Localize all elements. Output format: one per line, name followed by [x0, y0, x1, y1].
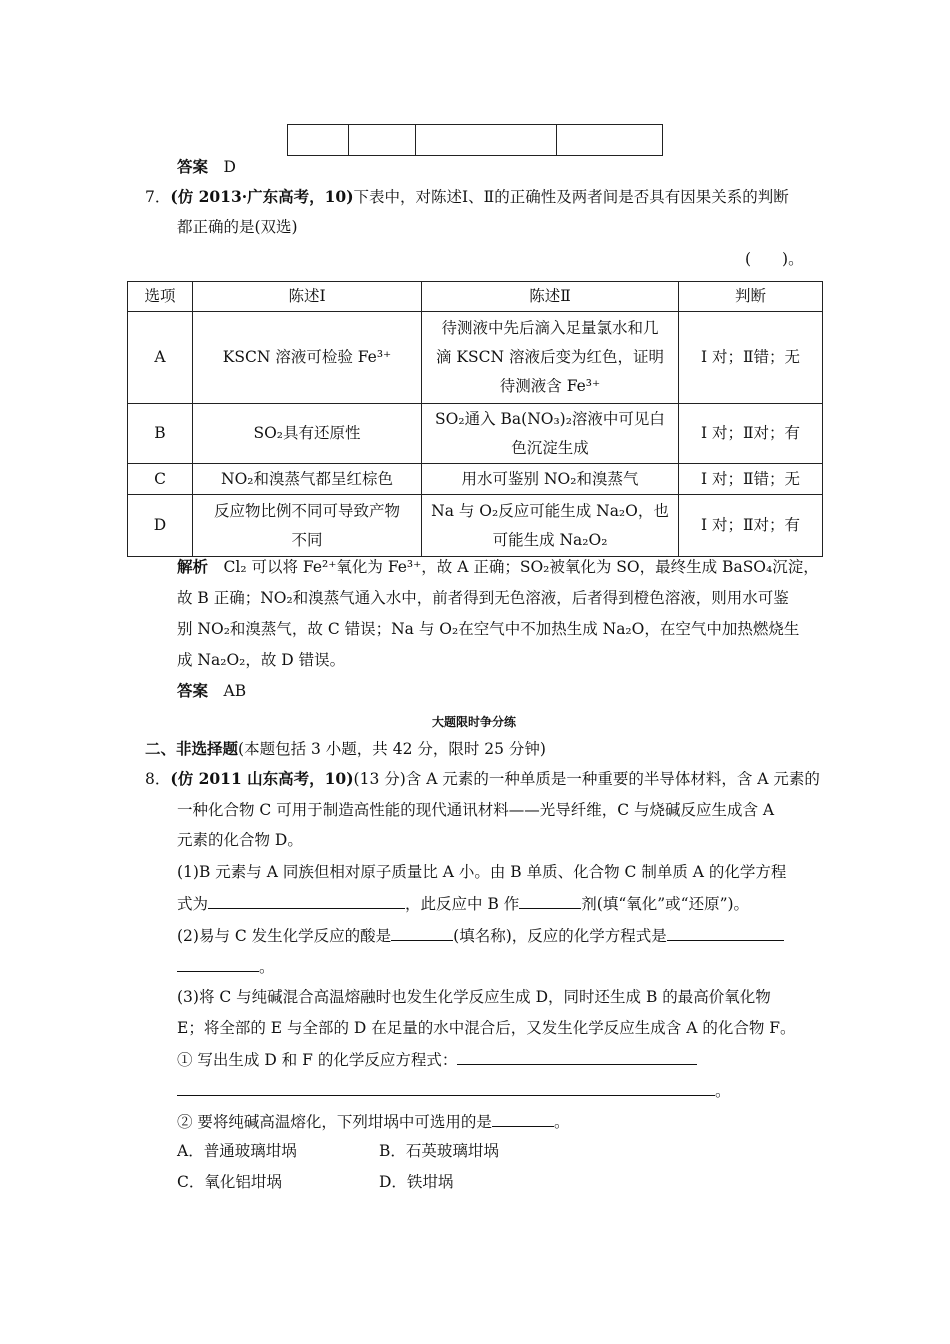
s2-line: 待测液含 Fe³⁺ — [499, 377, 601, 395]
s1-line: 不同 — [291, 530, 323, 549]
q7-table — [127, 281, 823, 557]
q8-stem-line2: 一种化合物 C 可用于制造高性能的现代通讯材料——光导纤维，C 与烧碱反应生成含 A — [177, 801, 775, 819]
row-statement-1: KSCN 溶液可检验 Fe³⁺ — [193, 312, 422, 404]
s2-line: 可能生成 Na₂O₂ — [492, 530, 608, 549]
q8-part3-sub1 — [177, 1048, 697, 1071]
row-statement-2: 用水可鉴别 NO₂和溴蒸气 — [422, 464, 679, 495]
p1-text-c: 剂(填“氧化”或“还原”)。 — [581, 895, 750, 913]
s2-line: SO₂通入 Ba(NO₃)₂溶液中可见白 — [435, 409, 665, 428]
answer-value: AB — [223, 682, 247, 700]
p3-sub2-text: ② 要将纯碱高温熔化，下列坩埚中可选用的是 — [177, 1113, 492, 1131]
table-row — [128, 404, 823, 464]
section-title: 大题限时争分练 — [432, 715, 517, 729]
q7-analysis-line3: 别 NO₂和溴蒸气，故 C 错误；Na 与 O₂在空气中不加热生成 Na₂O，在空气中加热燃烧生 — [177, 620, 800, 638]
q8-part3-sub2 — [177, 1110, 569, 1133]
header-judgement: 判断 — [679, 282, 823, 312]
analysis-label: 解析 — [177, 557, 209, 576]
p2-text-a: (2)易与 C 发生化学反应的酸是 — [177, 927, 392, 945]
choice-c: C．氧化铝坩埚 — [177, 1173, 282, 1191]
answer-value: D — [223, 158, 236, 176]
row-option: B — [128, 404, 193, 464]
row-statement-1: SO₂具有还原性 — [193, 404, 422, 464]
choice-blank[interactable] — [492, 1110, 554, 1127]
row-statement-1: NO₂和溴蒸气都呈红棕色 — [193, 464, 422, 495]
p3-sub1-end: 。 — [715, 1082, 731, 1100]
q7-source: (仿 2013·广东高考，10) — [170, 187, 354, 206]
q8-part3-sub1-cont — [177, 1079, 731, 1102]
row-statement-2 — [422, 312, 679, 404]
equation-blank-cont[interactable] — [177, 955, 259, 972]
q8-part2-line1 — [177, 924, 784, 947]
analysis-text: Cl₂ 可以将 Fe²⁺氧化为 Fe³⁺，故 A 正确；SO₂被氧化为 SO，最终生成 BaSO₄沉淀， — [223, 558, 819, 576]
p3-sub2-end: 。 — [553, 1113, 570, 1131]
choice-a: A．普通玻璃坩埚 — [177, 1142, 297, 1160]
top-answer — [177, 156, 236, 178]
remnant-cell — [288, 125, 349, 156]
equation-blank[interactable] — [208, 892, 405, 909]
row-option: C — [128, 464, 193, 495]
q8-stem-line3: 元素的化合物 D。 — [177, 831, 303, 849]
p3-sub1-text: ① 写出生成 D 和 F 的化学反应方程式： — [177, 1051, 458, 1069]
row-option: A — [128, 312, 193, 404]
remnant-cell — [557, 125, 663, 156]
remnant-table — [287, 124, 663, 156]
section2-heading — [145, 738, 546, 760]
s2-line: 滴 KSCN 溶液后变为红色，证明 — [436, 348, 664, 366]
header-statement-2: 陈述Ⅱ — [422, 282, 679, 312]
q8-part3-line1: (3)将 C 与纯碱混合高温熔融时也发生化学反应生成 D，同时还生成 B 的最高价氧化物 — [177, 988, 771, 1006]
q7-stem-text1: 下表中，对陈述Ⅰ、Ⅱ的正确性及两者间是否具有因果关系的判断 — [353, 188, 789, 206]
q8-part3-line2: E；将全部的 E 与全部的 D 在足量的水中混合后，又发生化学反应生成含 A 的化合物 F。 — [177, 1019, 796, 1037]
table-row — [128, 495, 823, 557]
row-judgement: Ⅰ 对；Ⅱ错；无 — [679, 464, 823, 495]
row-statement-2 — [422, 495, 679, 557]
s1-line: 反应物比例不同可导致产物 — [213, 501, 400, 520]
header-statement-1: 陈述Ⅰ — [193, 282, 422, 312]
equation-blank[interactable] — [457, 1048, 697, 1065]
q7-analysis-line4: 成 Na₂O₂，故 D 错误。 — [177, 651, 346, 669]
q7-stem-line1 — [145, 186, 789, 208]
section2-note: (本题包括 3 小题，共 42 分，限时 25 分钟) — [238, 740, 546, 758]
remnant-cell — [416, 125, 557, 156]
remnant-cell — [349, 125, 416, 156]
row-judgement: Ⅰ 对；Ⅱ错；无 — [679, 312, 823, 404]
row-judgement: Ⅰ 对；Ⅱ对；有 — [679, 495, 823, 557]
q8-part1-line1: (1)B 元素与 A 同族但相对原子质量比 A 小。由 B 单质、化合物 C 制单质 A 的化学方程 — [177, 863, 787, 881]
q7-analysis-line2: 故 B 正确；NO₂和溴蒸气通入水中，前者得到无色溶液，后者得到橙色溶液，则用水可鉴 — [177, 589, 789, 607]
row-statement-1 — [193, 495, 422, 557]
q7-analysis-line1 — [177, 556, 819, 578]
table-row — [128, 464, 823, 495]
q8-source: (仿 2011 山东高考，10) — [170, 769, 354, 788]
p2-end: 。 — [259, 958, 275, 976]
q8-number: 8． — [145, 770, 171, 788]
q7-answer-paren: ( )。 — [745, 250, 804, 268]
choice-d: D．铁坩埚 — [379, 1173, 454, 1191]
answer-label: 答案 — [177, 157, 209, 176]
header-option: 选项 — [128, 282, 193, 312]
table-header-row — [128, 282, 823, 312]
row-option: D — [128, 495, 193, 557]
acid-name-blank[interactable] — [391, 924, 453, 941]
answer-label: 答案 — [177, 681, 209, 700]
q7-number: 7． — [145, 188, 171, 206]
equation-blank-cont[interactable] — [177, 1079, 715, 1096]
p1-text-a: 式为 — [177, 895, 209, 913]
section2-heading-text: 二、非选择题 — [145, 739, 239, 758]
q8-stem-text1: (13 分)含 A 元素的一种单质是一种重要的半导体材料，含 A 元素的 — [353, 770, 820, 788]
s2-line: 色沉淀生成 — [511, 438, 589, 457]
p2-text-b: (填名称)，反应的化学方程式是 — [453, 927, 667, 945]
q7-answer — [177, 680, 246, 702]
equation-blank[interactable] — [667, 924, 784, 941]
q8-part2-line2 — [177, 955, 275, 978]
q7-stem-line2: 都正确的是(双选) — [177, 218, 298, 236]
row-judgement: Ⅰ 对；Ⅱ对；有 — [679, 404, 823, 464]
s2-line: 待测液中先后滴入足量氯水和几 — [441, 319, 659, 337]
row-statement-2 — [422, 404, 679, 464]
table-row — [128, 312, 823, 404]
choice-b: B．石英玻璃坩埚 — [379, 1142, 499, 1160]
s2-line: Na 与 O₂反应可能生成 Na₂O，也 — [431, 501, 669, 520]
q8-part1-line2 — [177, 892, 749, 915]
q8-stem-line1 — [145, 768, 820, 790]
agent-blank[interactable] — [519, 892, 581, 909]
p1-text-b: ，此反应中 B 作 — [405, 895, 520, 913]
